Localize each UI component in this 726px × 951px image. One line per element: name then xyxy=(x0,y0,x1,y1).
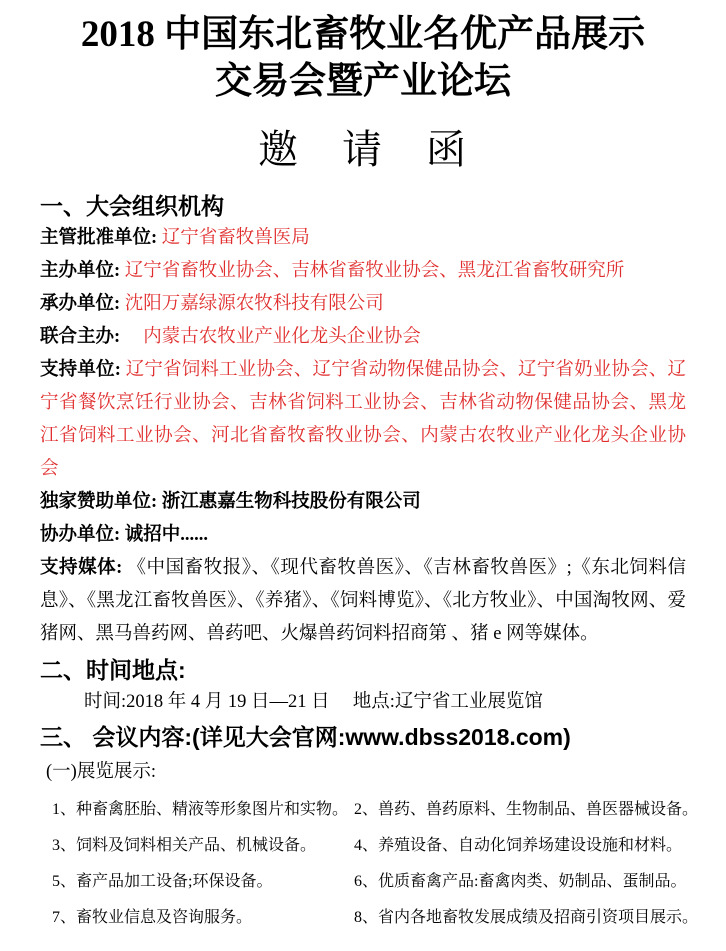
section-time-place-heading: 二、时间地点: xyxy=(40,656,186,683)
exhibit-row xyxy=(40,828,686,864)
document-title-line2: 交易会暨产业论坛 xyxy=(215,60,511,102)
document-title xyxy=(40,12,686,106)
org-item-label: 联合主办: xyxy=(40,326,121,347)
org-item-value: 浙江惠嘉生物科技股份有限公司 xyxy=(161,491,421,512)
exhibit-item: 5、畜产品加工设备;环保设备。 xyxy=(52,872,273,890)
org-item-coorganizer xyxy=(40,519,686,552)
org-item-sponsor xyxy=(40,486,686,519)
org-item-label: 协办单位: xyxy=(40,524,121,545)
org-item-label: 主办单位: xyxy=(40,260,121,281)
exhibit-item: 6、优质畜禽产品:畜禽肉类、奶制品、蛋制品。 xyxy=(354,872,687,890)
org-item-value: 辽宁省畜牧业协会、吉林省畜牧业协会、黑龙江省畜牧研究所 xyxy=(124,260,625,281)
exhibit-row xyxy=(40,864,686,900)
org-item-value: 诚招中...... xyxy=(124,524,209,545)
org-item-media xyxy=(40,552,686,651)
org-item-host xyxy=(40,255,686,288)
invitation-heading: 邀 请 函 xyxy=(258,126,468,172)
exhibit-row xyxy=(40,792,699,828)
org-item-label: 承办单位: xyxy=(40,293,121,314)
exhibit-item: 7、畜牧业信息及咨询服务。 xyxy=(52,908,253,926)
org-item-organizer xyxy=(40,288,686,321)
exhibit-item: 1、种畜禽胚胎、精液等形象图片和实物。 xyxy=(52,800,349,818)
document-title-line1: 2018 中国东北畜牧业名优产品展示 xyxy=(80,14,646,55)
org-item-value: 辽宁省畜牧兽医局 xyxy=(161,227,310,248)
org-item-value: 《中国畜牧报》、《现代畜牧兽医》、《吉林畜牧兽医》;《东北饲料信息》、《黑龙江畜牧兽医》、《养猪》、《饲料博览》、《北方牧业》、中国淘牧网、爱猪网、黑马兽药网、兽药吧、火爆兽药饲料招商第 、猪 e 网等媒体。 xyxy=(40,557,686,644)
org-item-label: 独家赞助单位: xyxy=(40,491,158,512)
organization-list xyxy=(40,222,686,651)
org-item-supervisor xyxy=(40,222,686,255)
org-item-supporters xyxy=(40,354,686,486)
section-organization-heading: 一、大会组织机构 xyxy=(40,192,224,219)
org-item-label: 支持媒体: xyxy=(40,557,123,578)
org-item-cohost xyxy=(40,321,686,354)
section-content-heading: 三、 会议内容:(详见大会官网:www.dbss2018.com) xyxy=(40,723,571,750)
exhibit-list xyxy=(40,792,699,936)
org-item-label: 支持单位: xyxy=(40,359,121,380)
org-item-value: 沈阳万嘉绿源农牧科技有限公司 xyxy=(124,293,384,314)
org-item-value: 辽宁省饲料工业协会、辽宁省动物保健品协会、辽宁省奶业协会、辽宁省餐饮烹饪行业协会、吉林省饲料工业协会、吉林省动物保健品协会、黑龙江省饲料工业协会、河北省畜牧畜牧业协会、内蒙古农牧业产业化龙头企业协会 xyxy=(40,359,686,479)
org-item-label: 主管批准单位: xyxy=(40,227,158,248)
exhibit-item: 8、省内各地畜牧发展成绩及招商引资项目展示。 xyxy=(354,908,699,926)
exhibit-item: 3、饲料及饲料相关产品、机械设备。 xyxy=(52,836,317,854)
exhibit-item: 2、兽药、兽药原料、生物制品、兽医器械设备。 xyxy=(354,800,699,818)
exhibit-row xyxy=(40,900,699,936)
org-item-value: 内蒙古农牧业产业化龙头企业协会 xyxy=(124,326,421,347)
subsection-exhibition-heading: (一)展览展示: xyxy=(46,761,156,782)
exhibit-item: 4、养殖设备、自动化饲养场建设设施和材料。 xyxy=(354,836,683,854)
time-place-detail: 时间:2018 年 4 月 19 日—21 日 地点:辽宁省工业展览馆 xyxy=(84,691,543,712)
